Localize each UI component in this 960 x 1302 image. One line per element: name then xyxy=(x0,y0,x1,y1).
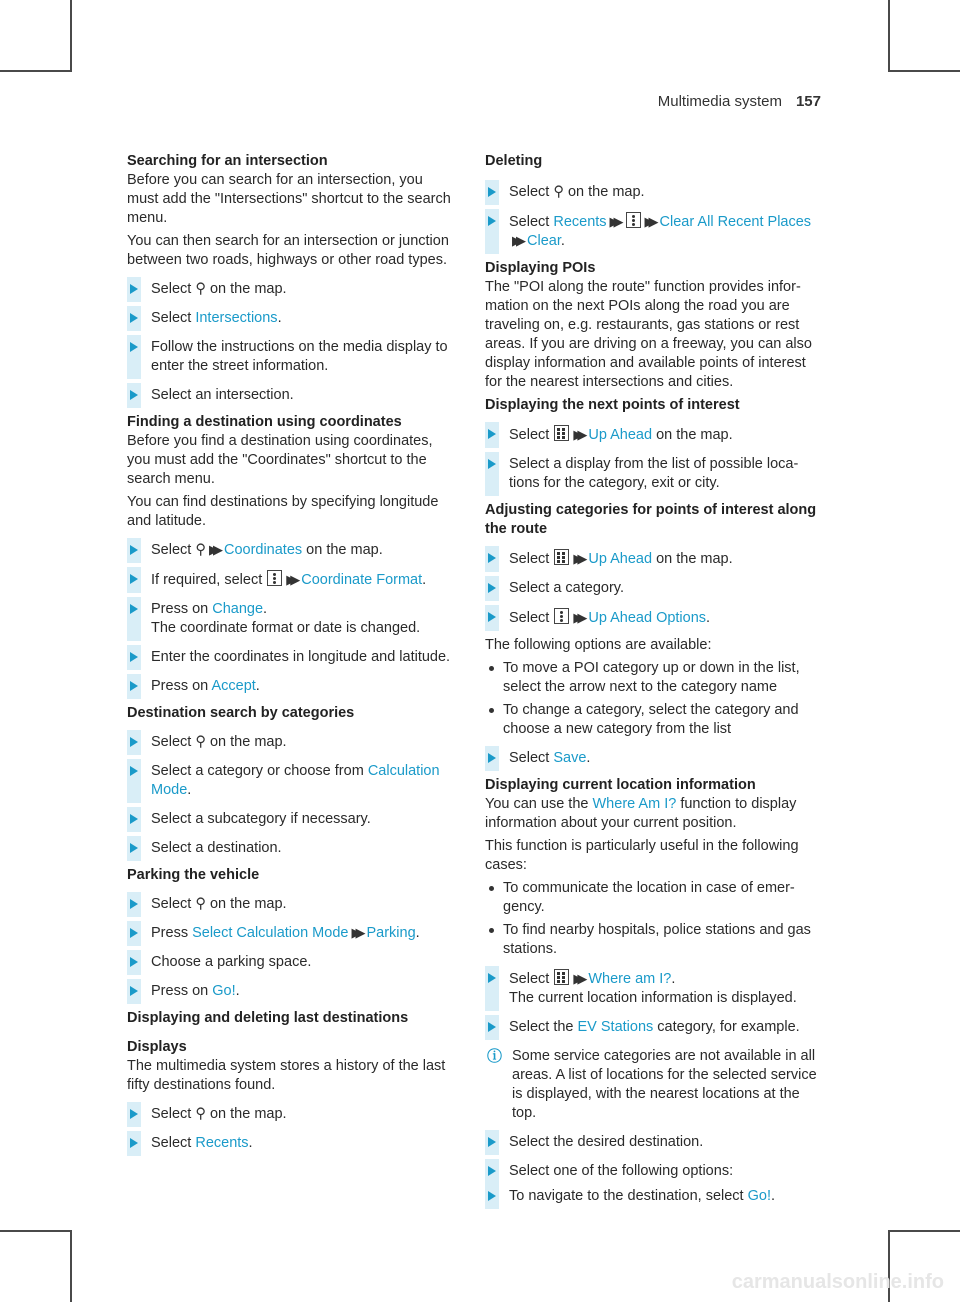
step-arrow-icon xyxy=(488,187,496,197)
crop-mark xyxy=(0,70,72,72)
crop-mark xyxy=(0,1230,72,1232)
ui-term: Coordinate Format xyxy=(301,572,423,588)
step-arrow-icon xyxy=(130,681,138,691)
step-arrow-icon xyxy=(488,753,496,763)
step-arrow-icon xyxy=(130,313,138,323)
section-heading: Displaying current location information xyxy=(485,777,756,793)
paragraph: The "POI along the route" function provides information on the next POIs along the road you are traveling on, e.g. restaurants, gas stations or rest areas. If you are driving on a freeway, you can also display information and available points of interest for the nearest intersections and cities. xyxy=(485,279,812,390)
step: Select Save. xyxy=(485,749,819,768)
step: Press Select Calculation Mode ▶▶ Parking. xyxy=(127,924,453,943)
section-heading: Displaying POIs xyxy=(485,260,596,276)
step-arrow-icon xyxy=(488,216,496,226)
ui-term: Recents xyxy=(195,1135,249,1151)
section-heading: Finding a destination using coordinates xyxy=(127,414,402,430)
step-arrow-icon xyxy=(130,545,138,555)
double-arrow-icon: ▶▶ xyxy=(573,428,582,443)
step-arrow-icon xyxy=(488,973,496,983)
sub-heading: Displays xyxy=(127,1039,187,1055)
ui-term: Where Am I? xyxy=(592,796,677,812)
step: Select ⚲ on the map. xyxy=(127,895,453,914)
grid-menu-icon xyxy=(554,425,569,441)
step: Press on Change. The coordinate format or date is changed. xyxy=(127,600,453,638)
step: Enter the coordinates in longitude and latitude. xyxy=(127,648,453,667)
step-arrow-icon xyxy=(130,574,138,584)
step: Select the EV Stations category, for example. xyxy=(485,1018,819,1037)
step: Select the desired destination. xyxy=(485,1133,819,1152)
step: Select a category. xyxy=(485,579,819,598)
ui-term: Calculation Mode xyxy=(151,763,440,798)
step-arrow-icon xyxy=(488,553,496,563)
step: Select Recents. xyxy=(127,1134,453,1153)
ui-term: Select Calculation Mode xyxy=(192,925,349,941)
step-arrow-icon xyxy=(130,814,138,824)
section-heading: Destination search by categories xyxy=(127,705,355,721)
section-heading: Displaying the next points of interest xyxy=(485,397,740,413)
paragraph: The multimedia system stores a history of the last fifty destinations found. xyxy=(127,1058,446,1093)
crop-mark xyxy=(888,1230,960,1232)
bullet-icon xyxy=(489,666,494,671)
ui-term: Intersections xyxy=(195,310,278,326)
step: Select ▶▶ Where am I?. The current location information is displayed. xyxy=(485,969,819,1008)
paragraph: Before you find a destination using coordinates, you must add the "Coordinates" shortcut to the search menu. xyxy=(127,433,433,487)
step-arrow-icon xyxy=(130,1138,138,1148)
step-arrow-icon xyxy=(130,390,138,400)
paragraph: You can find destinations by specifying longitude and latitude. xyxy=(127,494,439,529)
page-header xyxy=(658,93,821,110)
search-icon: ⚲ xyxy=(195,1106,206,1122)
paragraph: This function is particularly useful in the following cases: xyxy=(485,838,799,873)
step: Follow the instructions on the media display to enter the street information. xyxy=(127,338,453,376)
step-arrow-icon xyxy=(488,1022,496,1032)
step: Select ⚲ on the map. xyxy=(485,183,819,202)
step-arrow-icon xyxy=(488,1191,496,1201)
step: Select ⚲ on the map. xyxy=(127,280,453,299)
step: Press on Go!. xyxy=(127,982,453,1001)
crop-mark xyxy=(70,0,72,72)
list-item: To change a category, select the category and choose a new category from the list xyxy=(485,701,819,739)
section-heading: Searching for an intersection xyxy=(127,153,328,169)
ui-term: EV Stations xyxy=(577,1019,654,1035)
ui-term: Accept xyxy=(211,678,256,694)
step-arrow-icon xyxy=(130,928,138,938)
search-icon: ⚲ xyxy=(195,896,206,912)
step-arrow-icon xyxy=(130,899,138,909)
page-number: 157 xyxy=(795,93,821,110)
grid-menu-icon xyxy=(554,549,569,565)
menu-icon xyxy=(554,608,569,624)
step: If required, select ▶▶ Coordinate Format. xyxy=(127,570,453,590)
double-arrow-icon: ▶▶ xyxy=(573,611,582,626)
double-arrow-icon: ▶▶ xyxy=(351,926,360,941)
step: Select a destination. xyxy=(127,839,453,858)
ui-term: Clear xyxy=(527,233,561,249)
double-arrow-icon: ▶▶ xyxy=(644,215,653,230)
ui-term: Save xyxy=(553,750,587,766)
double-arrow-icon: ▶▶ xyxy=(573,972,582,987)
step-arrow-icon xyxy=(488,1166,496,1176)
step: Select ▶▶ Up Ahead on the map. xyxy=(485,425,819,445)
section-heading: Displaying and deleting last destinations xyxy=(127,1010,409,1026)
step: Select a category or choose from Calculation Mode. xyxy=(127,762,453,800)
ui-term: Change xyxy=(212,601,264,617)
step: Select one of the following options: xyxy=(485,1162,819,1181)
step-arrow-icon xyxy=(130,342,138,352)
search-icon: ⚲ xyxy=(195,281,206,297)
paragraph: The following options are available: xyxy=(485,637,712,653)
search-icon: ⚲ xyxy=(195,542,206,558)
step-arrow-icon xyxy=(130,843,138,853)
search-icon: ⚲ xyxy=(553,184,564,200)
ui-term: Clear All Recent Places xyxy=(659,214,812,230)
bullet-icon xyxy=(489,928,494,933)
info-icon: ⓘ xyxy=(487,1048,503,1065)
step-arrow-icon xyxy=(130,652,138,662)
ui-term: Parking xyxy=(366,925,416,941)
menu-icon xyxy=(267,570,282,586)
ui-term: Go! xyxy=(212,983,236,999)
bullet-icon xyxy=(489,708,494,713)
step-arrow-icon xyxy=(130,766,138,776)
ui-term: Go! xyxy=(747,1188,771,1204)
step: Select a subcategory if necessary. xyxy=(127,810,453,829)
step: Select ▶▶ Up Ahead Options. xyxy=(485,608,819,628)
double-arrow-icon: ▶▶ xyxy=(208,543,217,558)
grid-menu-icon xyxy=(554,969,569,985)
info-note: ⓘ Some service categories are not available in all areas. A list of locations for the selected service is displayed, with the nearest locations at the top. xyxy=(487,1048,817,1121)
left-column xyxy=(127,152,453,1153)
step: Select an intersection. xyxy=(127,386,453,405)
step: Select ⚲ on the map. xyxy=(127,1105,453,1124)
ui-term: Up Ahead Options xyxy=(588,610,707,626)
step: Press on Accept. xyxy=(127,677,453,696)
right-column xyxy=(485,152,819,1206)
step-arrow-icon xyxy=(130,284,138,294)
step: Select a display from the list of possible locations for the category, exit or city. xyxy=(485,455,819,493)
double-arrow-icon: ▶▶ xyxy=(609,215,618,230)
ui-term: Coordinates xyxy=(223,542,303,558)
step-arrow-icon xyxy=(488,583,496,593)
section-heading: Deleting xyxy=(485,153,543,169)
step-arrow-icon xyxy=(488,1137,496,1147)
search-icon: ⚲ xyxy=(195,734,206,750)
double-arrow-icon: ▶▶ xyxy=(573,552,582,567)
step-arrow-icon xyxy=(130,604,138,614)
list-item: To communicate the location in case of emergency. xyxy=(485,879,819,917)
step-arrow-icon xyxy=(130,1109,138,1119)
step-arrow-icon xyxy=(130,986,138,996)
ui-term: Recents xyxy=(553,214,607,230)
step: Choose a parking space. xyxy=(127,953,453,972)
step: Select ⚲ ▶▶ Coordinates on the map. xyxy=(127,541,453,560)
paragraph: You can use the Where Am I? function to display information about your current position. xyxy=(485,796,797,831)
step-arrow-icon xyxy=(488,612,496,622)
step: Select ▶▶ Up Ahead on the map. xyxy=(485,549,819,569)
step: Select Intersections. xyxy=(127,309,453,328)
crop-mark xyxy=(888,0,890,72)
section-heading: Adjusting categories for points of interest along the route xyxy=(485,502,817,537)
paragraph: You can then search for an intersection or junction between two roads, highways or other road types. xyxy=(127,233,449,268)
ui-term: Where am I? xyxy=(588,971,672,987)
step-arrow-icon xyxy=(130,737,138,747)
bullet-icon xyxy=(489,886,494,891)
list-item: To move a POI category up or down in the list, select the arrow next to the category name xyxy=(485,659,819,697)
ui-term: Up Ahead xyxy=(588,427,653,443)
section-heading: Parking the vehicle xyxy=(127,867,260,883)
ui-term: Up Ahead xyxy=(588,551,653,567)
watermark: carmanualsonline.info xyxy=(731,1271,944,1293)
menu-icon xyxy=(626,212,641,228)
step-arrow-icon xyxy=(488,429,496,439)
section-title: Multimedia system xyxy=(657,93,782,110)
double-arrow-icon: ▶▶ xyxy=(286,573,295,588)
step: Select ⚲ on the map. xyxy=(127,733,453,752)
crop-mark xyxy=(70,1230,72,1302)
step: To navigate to the destination, select Go!. xyxy=(485,1187,819,1206)
step-arrow-icon xyxy=(488,459,496,469)
list-item: To find nearby hospitals, police stations and gas stations. xyxy=(485,921,819,959)
crop-mark xyxy=(888,70,960,72)
step: Select Recents ▶▶ ▶▶ Clear All Recent Places▶▶ Clear. xyxy=(485,212,819,251)
paragraph: Before you can search for an intersection, you must add the "Intersections" shortcut to the search menu. xyxy=(127,172,451,226)
double-arrow-icon: ▶▶ xyxy=(512,234,520,249)
step-arrow-icon xyxy=(130,957,138,967)
